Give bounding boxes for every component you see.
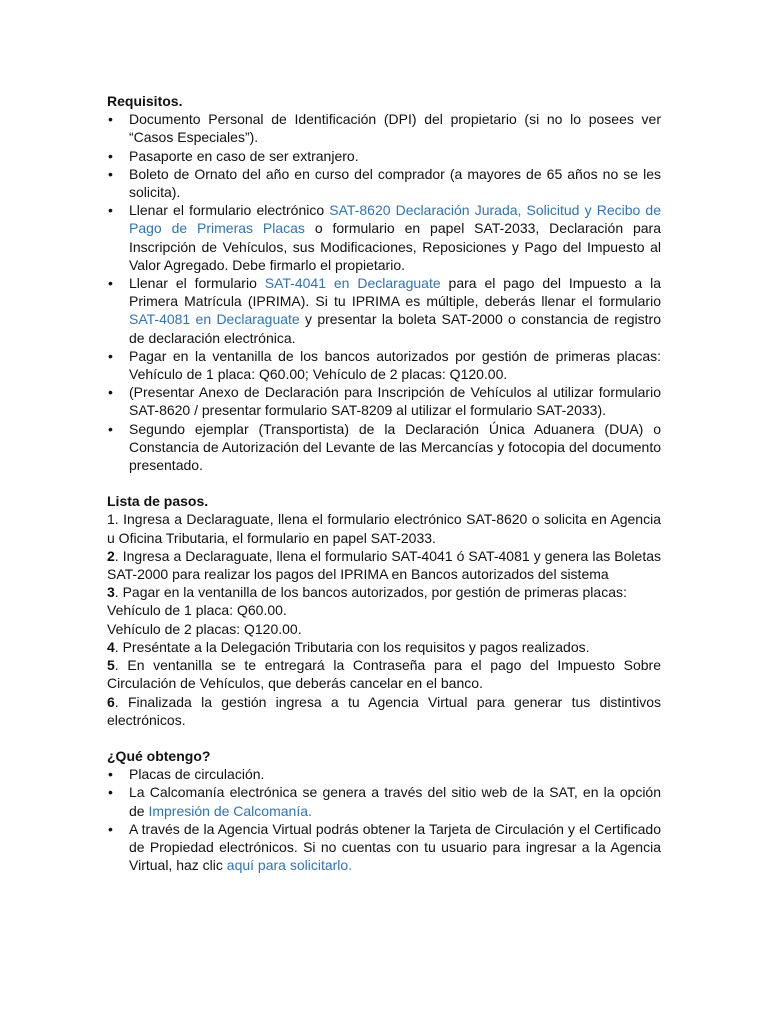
- obtengo-heading: ¿Qué obtengo?: [107, 747, 211, 764]
- pasos-list: [107, 510, 661, 728]
- obtengo-item: [107, 765, 661, 783]
- item-text: Boleto de Ornato del año en curso del comprador (a mayores de 65 años no se les solicita).: [129, 165, 661, 201]
- item-text: Llenar el formulario: [129, 275, 265, 292]
- item-text: (Presentar Anexo de Declaración para Inscripción de Vehículos al utilizar formulario SAT-8620 / presentar formulario SAT-8209 al utilizar el formulario SAT-2033).: [129, 384, 661, 419]
- item-text: Pagar en la ventanilla de los bancos autorizados por gestión de primeras placas: Vehículo de 1 placa: Q60.00; Vehículo de 2 placas: Q120.00.: [129, 347, 661, 383]
- item-text: y presentar la boleta SAT-2000 o constancia de registro de declaración electrónica.: [129, 311, 661, 346]
- requisitos-list: [107, 110, 661, 474]
- requisito-item: [107, 383, 661, 419]
- link[interactable]: SAT-4041 en Declaraguate: [264, 275, 441, 292]
- step-item: 3. Pagar en la ventanilla de los bancos autorizados, por gestión de primeras placas:: [107, 584, 627, 601]
- link[interactable]: aquí para solicitarlo.: [226, 857, 353, 874]
- item-text: o formulario en papel SAT-2033, Declaración para Inscripción de Vehículos, sus Modificaciones, Reposiciones y Pago del Impuesto al Valor Agregado. Debe firmarlo el propietario.: [129, 220, 661, 273]
- step-text: Vehículo de 1 placa: Q60.00.: [107, 602, 287, 619]
- requisito-item: [107, 147, 661, 165]
- item-text: Placas de circulación.: [129, 766, 265, 783]
- step-text: Pagar en la ventanilla de los bancos autorizados, por gestión de primeras placas:: [122, 584, 627, 601]
- item-text: La Calcomanía electrónica se genera a través del sitio web de la SAT, en la opción de: [129, 784, 661, 819]
- step-number: 2: [107, 547, 115, 564]
- section-spacer: [107, 474, 661, 492]
- step-item: 1. Ingresa a Declaraguate, llena el formulario electrónico SAT-8620 o solicita en Agencia u Oficina Tributaria, el formulario en papel SAT-2033.: [107, 511, 661, 546]
- step-number: 1: [107, 511, 115, 528]
- step-item: 5. En ventanilla se te entregará la Contraseña para el pago del Impuesto Sobre Circulación de Vehículos, que deberás cancelar en el banco.: [107, 657, 661, 692]
- step-number: 6: [107, 693, 115, 710]
- requisito-item: [107, 420, 661, 475]
- requisitos-heading: Requisitos.: [107, 93, 183, 109]
- obtengo-item: [107, 783, 661, 819]
- step-number: 4: [107, 638, 115, 655]
- step-item: 6. Finalizada la gestión ingresa a tu Agencia Virtual para generar tus distintivos electrónicos.: [107, 693, 661, 728]
- item-text: Pasaporte en caso de ser extranjero.: [129, 147, 359, 164]
- pasos-heading: Lista de pasos.: [107, 493, 209, 510]
- item-text: A través de la Agencia Virtual podrás obtener la Tarjeta de Circulación y el Certificado de Propiedad electrónicos. Si no cuentas con tu usuario para ingresar a la Agencia Virtual, haz clic: [129, 820, 661, 874]
- requisito-item: [107, 274, 661, 347]
- step-text: Vehículo de 2 placas: Q120.00.: [107, 620, 302, 637]
- step-number: 3: [107, 584, 115, 601]
- step-number: 5: [107, 657, 115, 674]
- step-text: Ingresa a Declaraguate, llena el formulario SAT-4041 ó SAT-4081 y genera las Boletas SAT-2000 para realizar los pagos del IPRIMA en Bancos autorizados del sistema: [107, 547, 661, 583]
- requisito-item: [107, 201, 661, 274]
- item-text: Llenar el formulario electrónico: [129, 202, 330, 219]
- link[interactable]: SAT-8620 Declaración Jurada, Solicitud y Recibo de Pago de Primeras Placas: [129, 202, 661, 237]
- item-text: Documento Personal de Identificación (DPI) del propietario (si no lo posees ver “Casos Especiales”).: [129, 111, 661, 146]
- step-text: Ingresa a Declaraguate, llena el formulario electrónico SAT-8620 o solicita en Agencia u Oficina Tributaria, el formulario en papel SAT-2033.: [107, 511, 661, 546]
- requisito-item: [107, 347, 661, 383]
- link[interactable]: SAT-4081 en Declaraguate: [129, 311, 300, 328]
- step-text: En ventanilla se te entregará la Contraseña para el pago del Impuesto Sobre Circulación de Vehículos, que deberás cancelar en el banco.: [107, 657, 661, 692]
- step-item: 4. Preséntate a la Delegación Tributaria con los requisitos y pagos realizados.: [107, 638, 590, 655]
- section-spacer: [107, 729, 661, 747]
- step-text: Preséntate a la Delegación Tributaria con los requisitos y pagos realizados.: [122, 638, 590, 655]
- step-text: Finalizada la gestión ingresa a tu Agencia Virtual para generar tus distintivos electrónicos.: [107, 693, 661, 728]
- step-detail-line: [107, 601, 661, 619]
- obtengo-item: [107, 820, 661, 875]
- item-text: Segundo ejemplar (Transportista) de la Declaración Única Aduanera (DUA) o Constancia de Autorización del Levante de las Mercancías y fotocopia del documento presentado.: [129, 420, 661, 474]
- step-item: 2. Ingresa a Declaraguate, llena el formulario SAT-4041 ó SAT-4081 y genera las Boletas SAT-2000 para realizar los pagos del IPRIMA en Bancos autorizados del sistema: [107, 547, 661, 583]
- obtengo-list: [107, 765, 661, 874]
- document-page: [107, 92, 661, 874]
- link[interactable]: Impresión de Calcomanía.: [148, 802, 312, 819]
- step-detail-line: [107, 620, 661, 638]
- requisito-item: [107, 165, 661, 201]
- requisito-item: [107, 110, 661, 146]
- item-text: para el pago del Impuesto a la Primera Matrícula (IPRIMA). Si tu IPRIMA es múltiple, deberás llenar el formulario: [129, 275, 661, 310]
